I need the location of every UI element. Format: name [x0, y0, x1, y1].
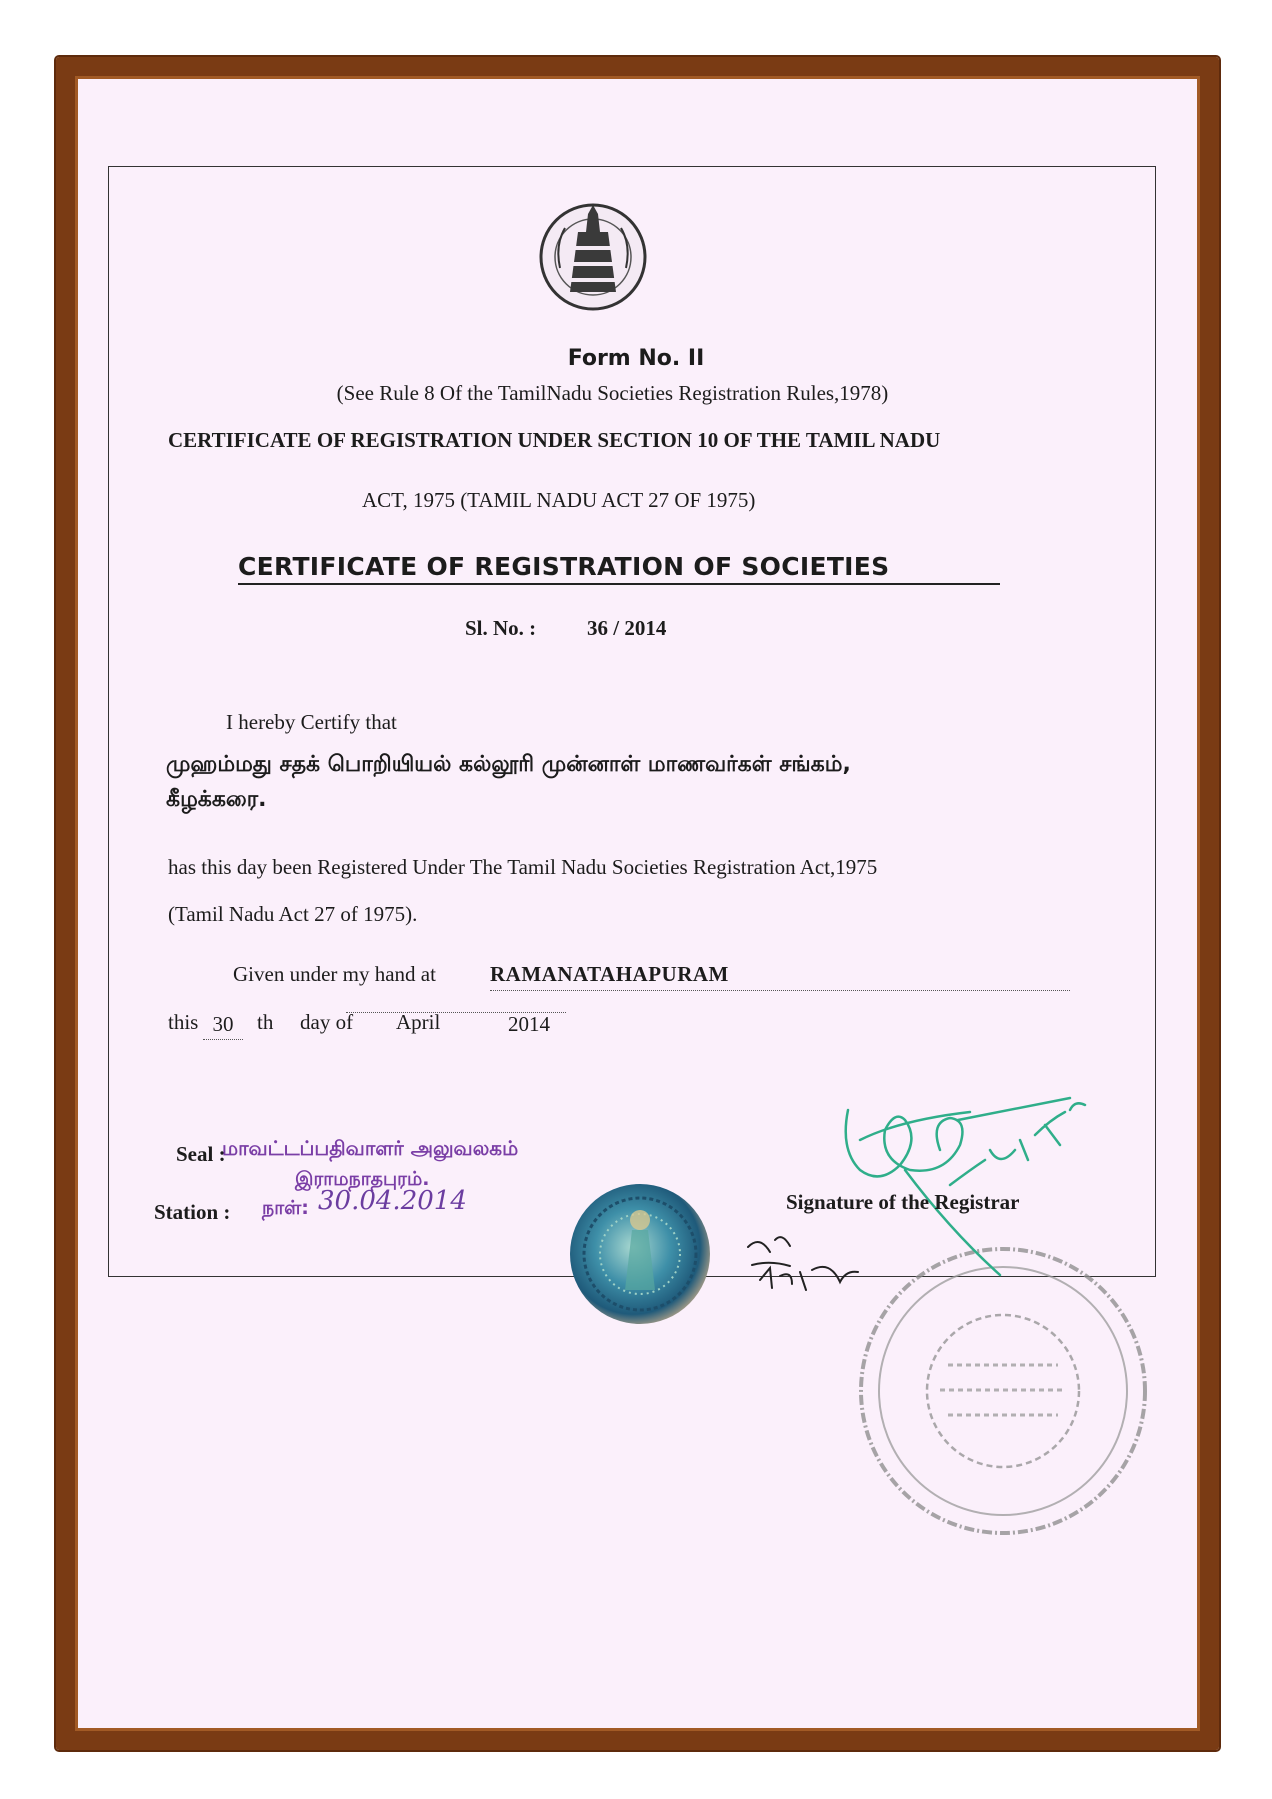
certify-text: I hereby Certify that [226, 710, 397, 734]
act-reference: (Tamil Nadu Act 27 of 1975). [168, 902, 418, 926]
seal-label: Seal : [176, 1142, 226, 1166]
certificate-title: CERTIFICATE OF REGISTRATION OF SOCIETIES [238, 552, 1000, 585]
th-label: th [257, 1010, 274, 1034]
registrar-signature-icon [846, 1098, 1085, 1275]
rule-reference: (See Rule 8 Of the TamilNadu Societies Registration Rules,1978) [336, 381, 889, 405]
society-name-line2: கீழக்கரை. [166, 787, 267, 812]
month-value: April [396, 1010, 441, 1034]
form-number: Form No. II [567, 346, 705, 371]
day-of-label: day of [300, 1010, 354, 1034]
office-stamp-line2: இராமநாதபுரம். [295, 1168, 430, 1190]
given-under-hand-label: Given under my hand at [233, 962, 436, 986]
serial-number-value: 36 / 2014 [587, 616, 667, 640]
stamp-date-label: நாள்: [262, 1197, 309, 1219]
place-value: RAMANATAHAPURAM [490, 962, 1070, 991]
year-value: 2014 [508, 1012, 550, 1036]
certificate-heading-line2: ACT, 1975 (TAMIL NADU ACT 27 OF 1975) [362, 488, 756, 512]
serial-number-label: Sl. No. : [465, 616, 537, 640]
handwritten-initials-icon [748, 1237, 858, 1290]
hologram-sticker-icon [570, 1184, 710, 1324]
registrar-office-seal-icon [861, 1249, 1145, 1533]
stamp-date-handwritten: 30.04.2014 [318, 1186, 467, 1216]
station-label: Station : [154, 1200, 231, 1224]
this-label: this [168, 1010, 199, 1034]
day-value: 30 [203, 1012, 243, 1040]
registration-statement: has this day been Registered Under The Tamil Nadu Societies Registration Act,1975 [168, 855, 878, 879]
tamil-nadu-emblem-icon [541, 205, 645, 309]
office-stamp-line1: மாவட்டப்பதிவாளர் அலுவலகம் [222, 1136, 519, 1160]
certificate-heading-line1: CERTIFICATE OF REGISTRATION UNDER SECTION 10 OF THE TAMIL NADU [168, 428, 941, 452]
society-name-line1: முஹம்மது சதக் பொறியியல் கல்லூரி முன்னாள் மாணவர்கள் சங்கம், [166, 752, 851, 777]
month-year-field [346, 1010, 566, 1036]
signature-label: Signature of the Registrar [786, 1190, 1020, 1214]
